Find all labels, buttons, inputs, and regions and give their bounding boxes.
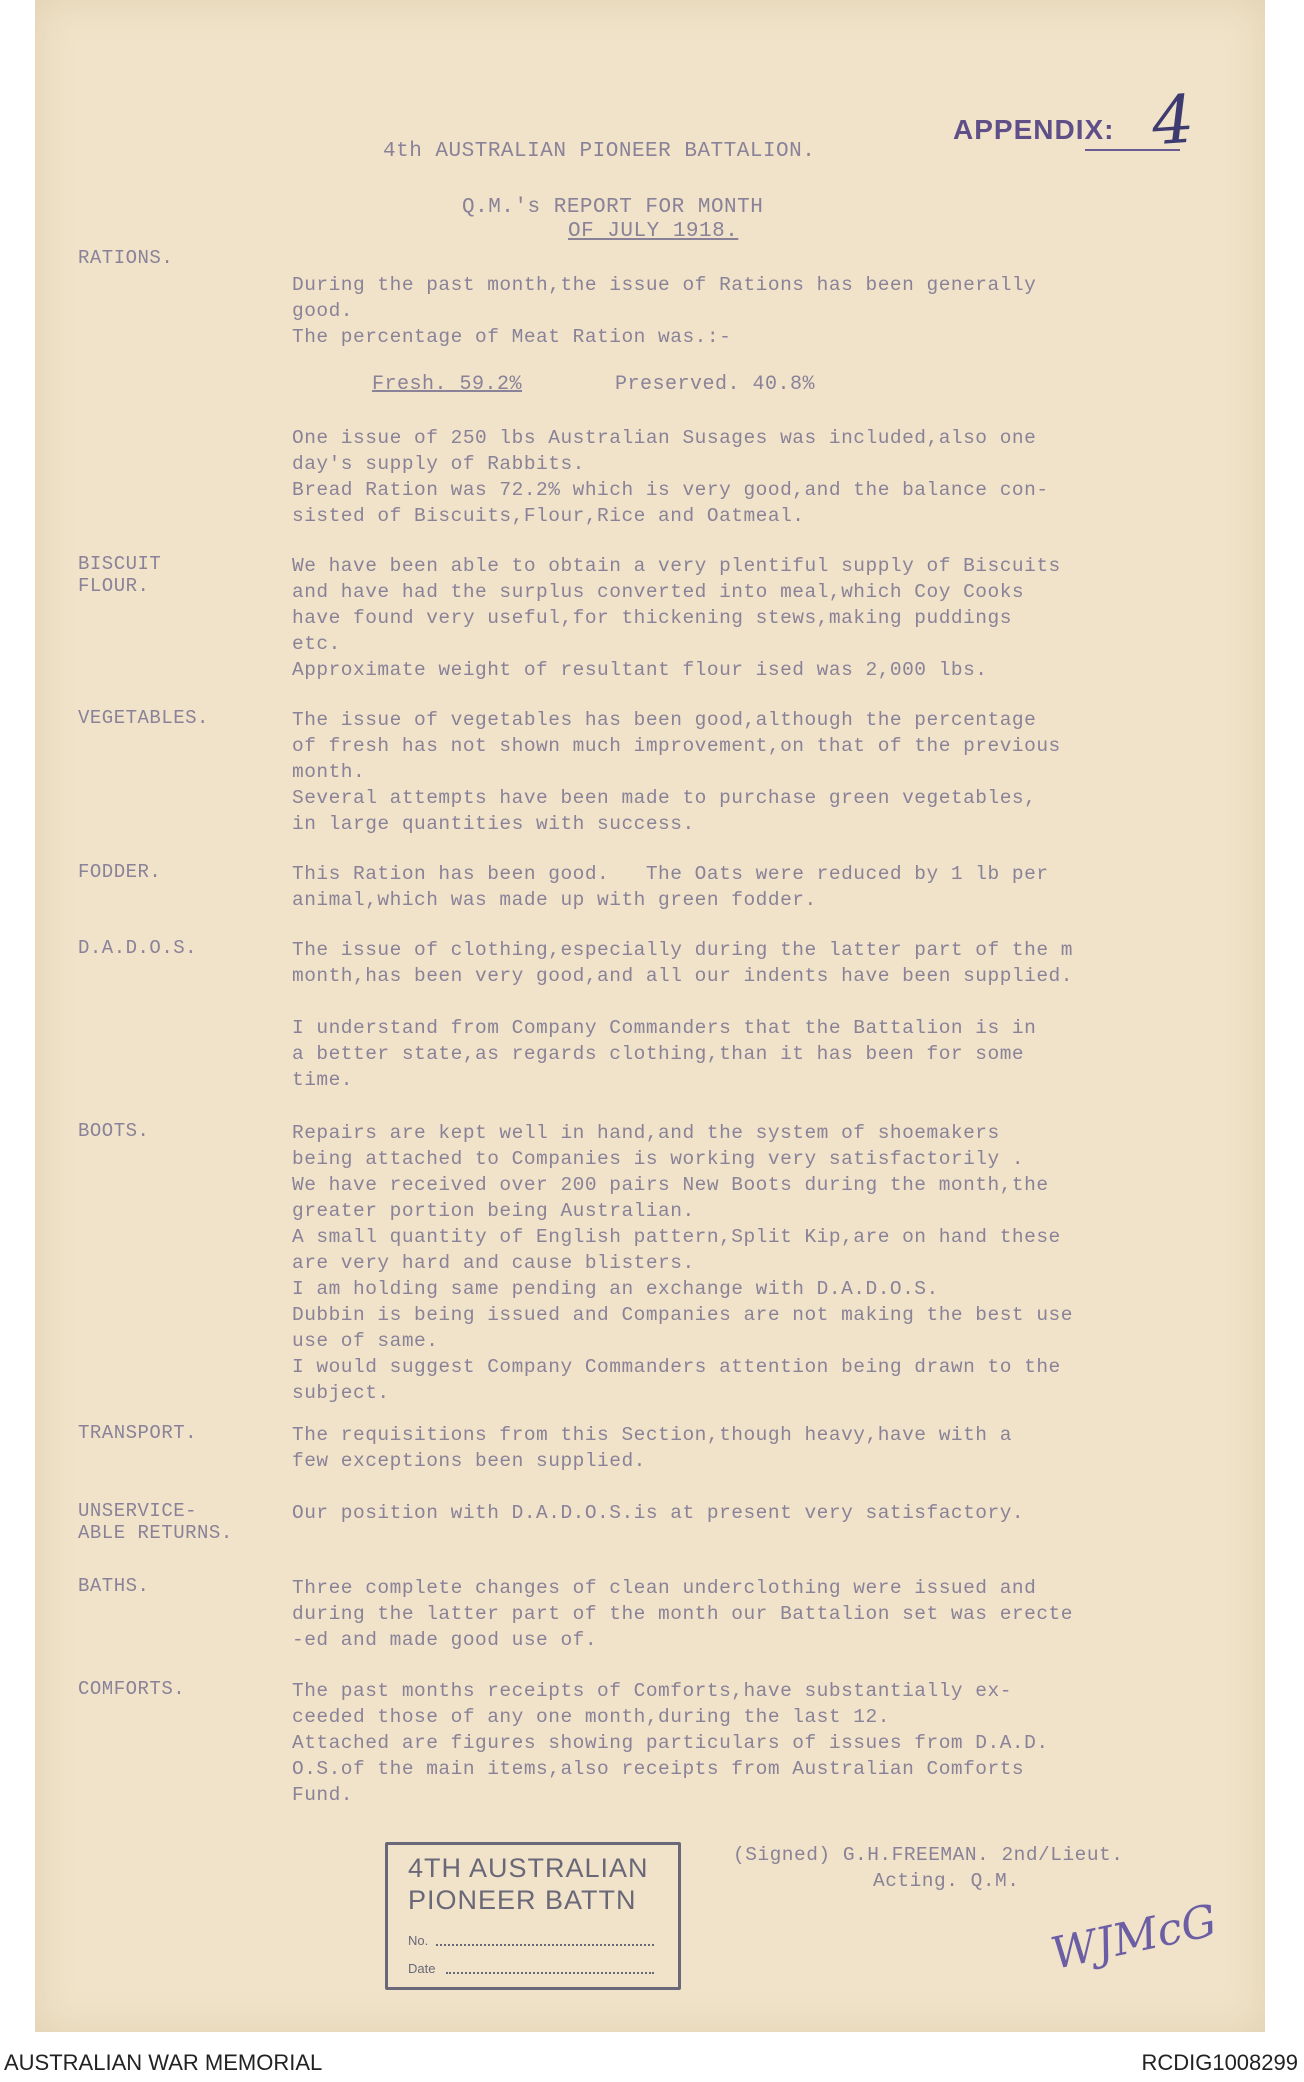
section-text-fodder: This Ration has been good. The Oats were reduced by 1 lb per animal,which was made up with green fodder. [292, 863, 1049, 911]
section-label-biscuit-flour: BISCUIT FLOUR. [78, 553, 162, 597]
stamp-date-label: Date [408, 1961, 436, 1976]
section-text-biscuit-flour: We have been able to obtain a very plentiful supply of Biscuits and have had the surplus converted into meal,which Coy Cooks have found very useful,for thickening stews,making puddings etc. Approximate weight of resultant flour ised was 2,000 lbs. [292, 555, 1061, 681]
section-text-comforts: The past months receipts of Comforts,have substantially ex- ceeded those of any one month,during the last 12. Attached are figures showing particulars of issues from D.A.D. O.S.of the main items,also receipts from Australian Comforts Fund. [292, 1680, 1049, 1806]
appendix-number: 4 [1149, 80, 1197, 161]
section-text-boots: Repairs are kept well in hand,and the system of shoemakers being attached to Companies is working very satisfactorily . We have received over 200 pairs New Boots during the month,the greater portion being Australian. A small quantity of English pattern,Split Kip,are on hand these are very hard and cause blisters. I am holding same pending an exchange with D.A.D.O.S. Dubbin is being issued and Companies are not making the best use use of same. I would suggest Company Commanders attention being drawn to the subject. [292, 1122, 1073, 1404]
section-text-dados-2: I understand from Company Commanders that the Battalion is in a better state,as regards clothing,than it has been for some time. [292, 1017, 1037, 1091]
section-label-unserviceable: UNSERVICE- ABLE RETURNS. [78, 1500, 233, 1544]
section-label-baths: BATHS. [78, 1575, 150, 1597]
stamp-no-line [436, 1944, 654, 1946]
section-label-boots: BOOTS. [78, 1120, 150, 1142]
section-text-rations-2: One issue of 250 lbs Australian Susages was included,also one day's supply of Rabbits. Bread Ration was 72.2% which is very good,and the balance con- sisted of Biscuits,Flour,Rice and Oatmeal. [292, 427, 1049, 527]
footer [0, 2044, 1304, 2082]
section-label-transport: TRANSPORT. [78, 1422, 198, 1444]
section-text-dados: The issue of clothing,especially during the latter part of the m month,has been very good,and all our indents have been supplied. [292, 939, 1073, 987]
section-label-rations: RATIONS. [78, 247, 174, 269]
stamp-no-label: No. [408, 1933, 429, 1948]
section-text-rations: During the past month,the issue of Rations has been generally good. The percentage of Meat Ration was.:- [292, 274, 1037, 348]
battalion-stamp [385, 1842, 681, 1990]
signature-block [733, 1842, 1123, 1894]
signature-line2: Acting. Q.M. [873, 1870, 1020, 1892]
section-label-comforts: COMFORTS. [78, 1678, 186, 1700]
stamp-date-line [446, 1972, 654, 1974]
report-month: OF JULY 1918. [568, 220, 739, 243]
section-text-unserviceable: Our position with D.A.D.O.S.is at present very satisfactory. [292, 1502, 1025, 1524]
section-text-transport: The requisitions from this Section,though heavy,have with a few exceptions been supplied. [292, 1424, 1012, 1472]
appendix-label: APPENDIX: [953, 114, 1115, 145]
section-label-vegetables: VEGETABLES. [78, 707, 209, 729]
section-text-baths: Three complete changes of clean underclothing were issued and during the latter part of the month our Battalion set was erecte -ed and made good use of. [292, 1577, 1073, 1651]
section-label-fodder: FODDER. [78, 861, 162, 883]
meat-fresh: Fresh. 59.2% [372, 373, 523, 396]
handwritten-initials: WJMcG [1046, 1895, 1222, 1980]
signature-line1: (Signed) G.H.FREEMAN. 2nd/Lieut. [733, 1844, 1124, 1866]
footer-record-id: RCDIG1008299 [1141, 2050, 1298, 2075]
stamp-line2: PIONEER BATTN [408, 1885, 637, 1915]
section-label-dados: D.A.D.O.S. [78, 937, 198, 959]
footer-institution: AUSTRALIAN WAR MEMORIAL [4, 2050, 323, 2075]
stamp-line1: 4TH AUSTRALIAN [408, 1853, 649, 1883]
report-title: Q.M.'s REPORT FOR MONTH [462, 196, 764, 219]
meat-preserved: Preserved. 40.8% [615, 373, 816, 396]
battalion-title: 4th AUSTRALIAN PIONEER BATTALION. [383, 140, 816, 163]
section-text-vegetables: The issue of vegetables has been good,although the percentage of fresh has not shown much improvement,on that of the previous month. Several attempts have been made to purchase green vegetables, in large quantities with success. [292, 709, 1061, 835]
